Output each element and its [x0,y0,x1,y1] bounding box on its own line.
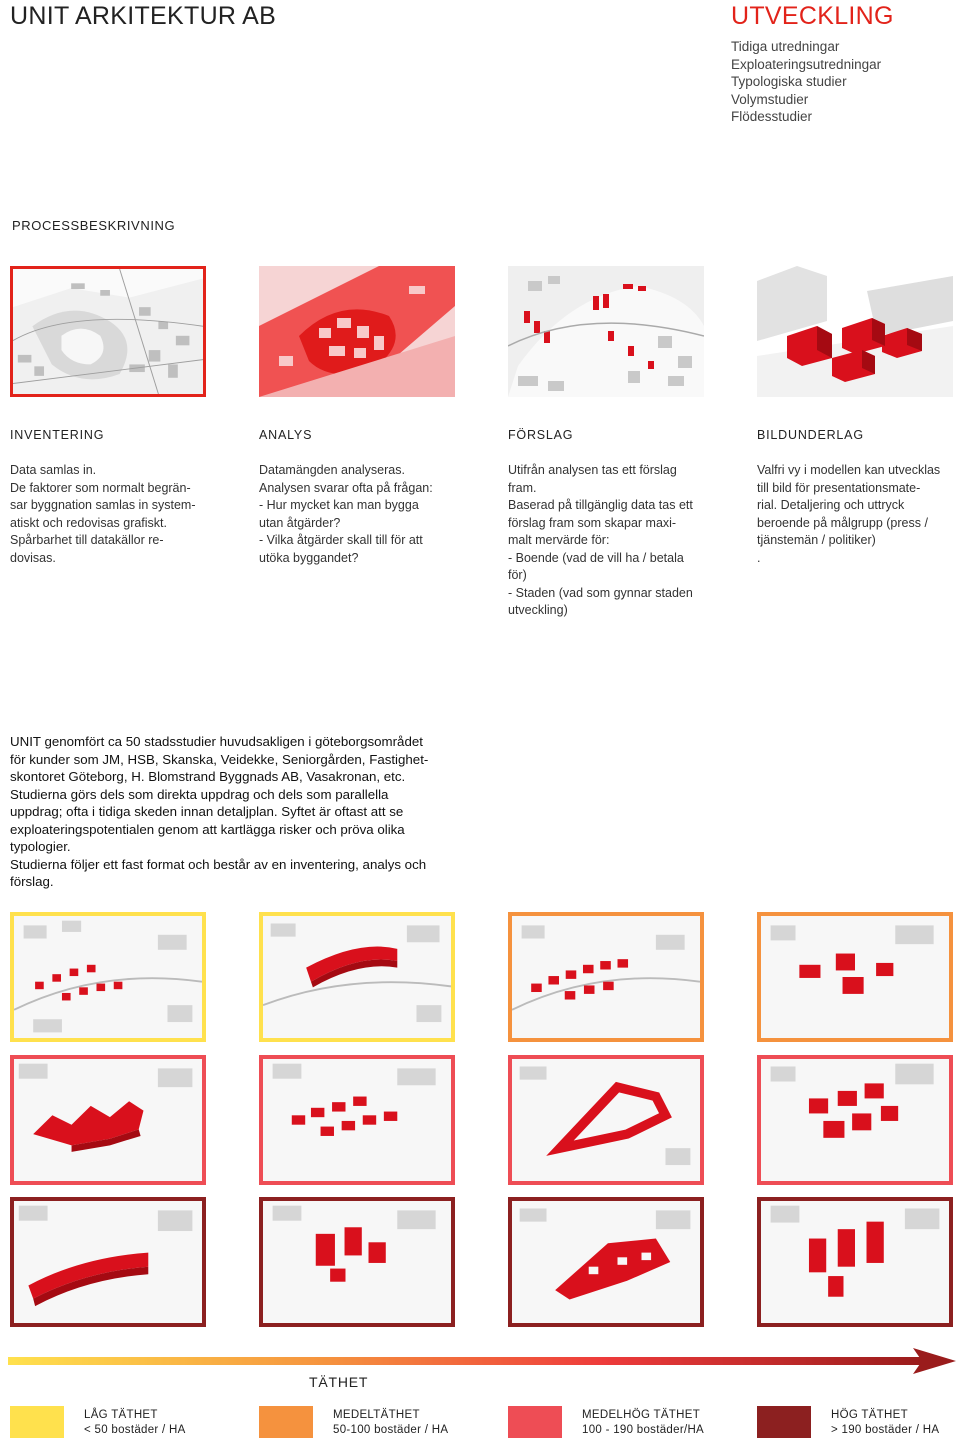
legend-name: MEDELTÄTHET [333,1409,420,1421]
step-proposal [508,428,708,620]
legend-low [84,1408,186,1438]
company-name: UNIT ARKITEKTUR AB [10,2,277,30]
medium-high-density-study-4 [757,1055,953,1185]
density-title: TÄTHET [309,1374,369,1390]
step-inventory [10,428,210,567]
low-density-study-2 [259,912,455,1042]
body-text: UNIT genomfört ca 50 stadsstudier huvudsakligen i göteborgsområdet för kunder som JM, HSB, Skanska, Veidekke, Seniorgården, Fastighet- skontoret Göteborg, H. Blomstrand Byggnads AB, Vasakronan, etc. Studierna görs dels som direkta uppdrag och dels som parallella uppdrag; ofta i tidiga skeden innan detaljplan. Syftet är oftast att se exploateringspotentialen genom att kartlägga risker och pröva olika typologier. Studierna följer ett fast format och består av en inventering, analys och förslag. [10,734,429,889]
section-title: UTVECKLING [731,2,894,30]
medium-high-density-study-3 [508,1055,704,1185]
step-text: Data samlas in. De faktorer som normalt begrän- sar byggnation samlas in system- atiskt och redovisas grafiskt. Spårbarhet till datakällor re- dovisas. [10,463,196,565]
medium-density-study-2 [757,912,953,1042]
step-title: ANALYS [259,428,313,442]
legend-range: 50-100 bostäder / HA [333,1424,449,1436]
legend-swatch-low [10,1406,64,1438]
legend-swatch-medium-high [508,1406,562,1438]
step-text: Datamängden analyseras. Analysen svarar ofta på frågan: - Hur mycket kan man bygga utan åtgärder? - Vilka åtgärder skall till för att utöka byggandet? [259,463,433,565]
high-density-study-1 [10,1197,206,1327]
step-title: FÖRSLAG [508,428,574,442]
image-basis-render [757,266,953,397]
legend-high [831,1408,939,1438]
topic-item: Volymstudier [731,91,809,107]
inventory-map-image [10,266,206,397]
high-density-study-4 [757,1197,953,1327]
step-title: BILDUNDERLAG [757,428,864,442]
legend-range: > 190 bostäder / HA [831,1424,940,1436]
proposal-map-image [508,266,704,397]
medium-density-study-1 [508,912,704,1042]
topic-item: Tidiga utredningar [731,39,840,54]
topic-item: Typologiska studier [731,74,847,89]
legend-swatch-high [757,1406,811,1438]
topic-list [731,38,881,126]
step-title: INVENTERING [10,428,105,442]
analysis-map-image [259,266,455,397]
high-density-study-2 [259,1197,455,1327]
legend-medium-high [582,1408,704,1438]
medium-high-density-study-1 [10,1055,206,1185]
medium-high-density-study-2 [259,1055,455,1185]
step-analysis [259,428,459,567]
topic-item: Flödesstudier [731,109,813,124]
legend-name: MEDELHÖG TÄTHET [582,1409,701,1421]
density-gradient-arrow [8,1348,956,1374]
step-text: Utifrån analysen tas ett förslag fram. Baserad på tillgänglig data tas ett förslag fram som skapar maxi- malt mervärde för: - Boende (vad de vill ha / betala för) - Staden (vad som gynnar staden utveckling) [508,463,693,617]
legend-range: < 50 bostäder / HA [84,1424,186,1436]
legend-name: HÖG TÄTHET [831,1409,908,1421]
legend-medium [333,1408,448,1438]
legend-name: LÅG TÄTHET [84,1409,158,1421]
step-text: Valfri vy i modellen kan utvecklas till bild för presentationsmate- rial. Detaljering och uttryck beroende på målgrupp (press / tjänstemän / politiker) . [757,463,941,565]
legend-swatch-medium [259,1406,313,1438]
step-image-basis [757,428,957,567]
low-density-study-1 [10,912,206,1042]
topic-item: Exploateringsutredningar [731,56,882,72]
legend-range: 100 - 190 bostäder/HA [582,1424,705,1436]
high-density-study-3 [508,1197,704,1327]
process-label: PROCESSBESKRIVNING [12,218,176,233]
